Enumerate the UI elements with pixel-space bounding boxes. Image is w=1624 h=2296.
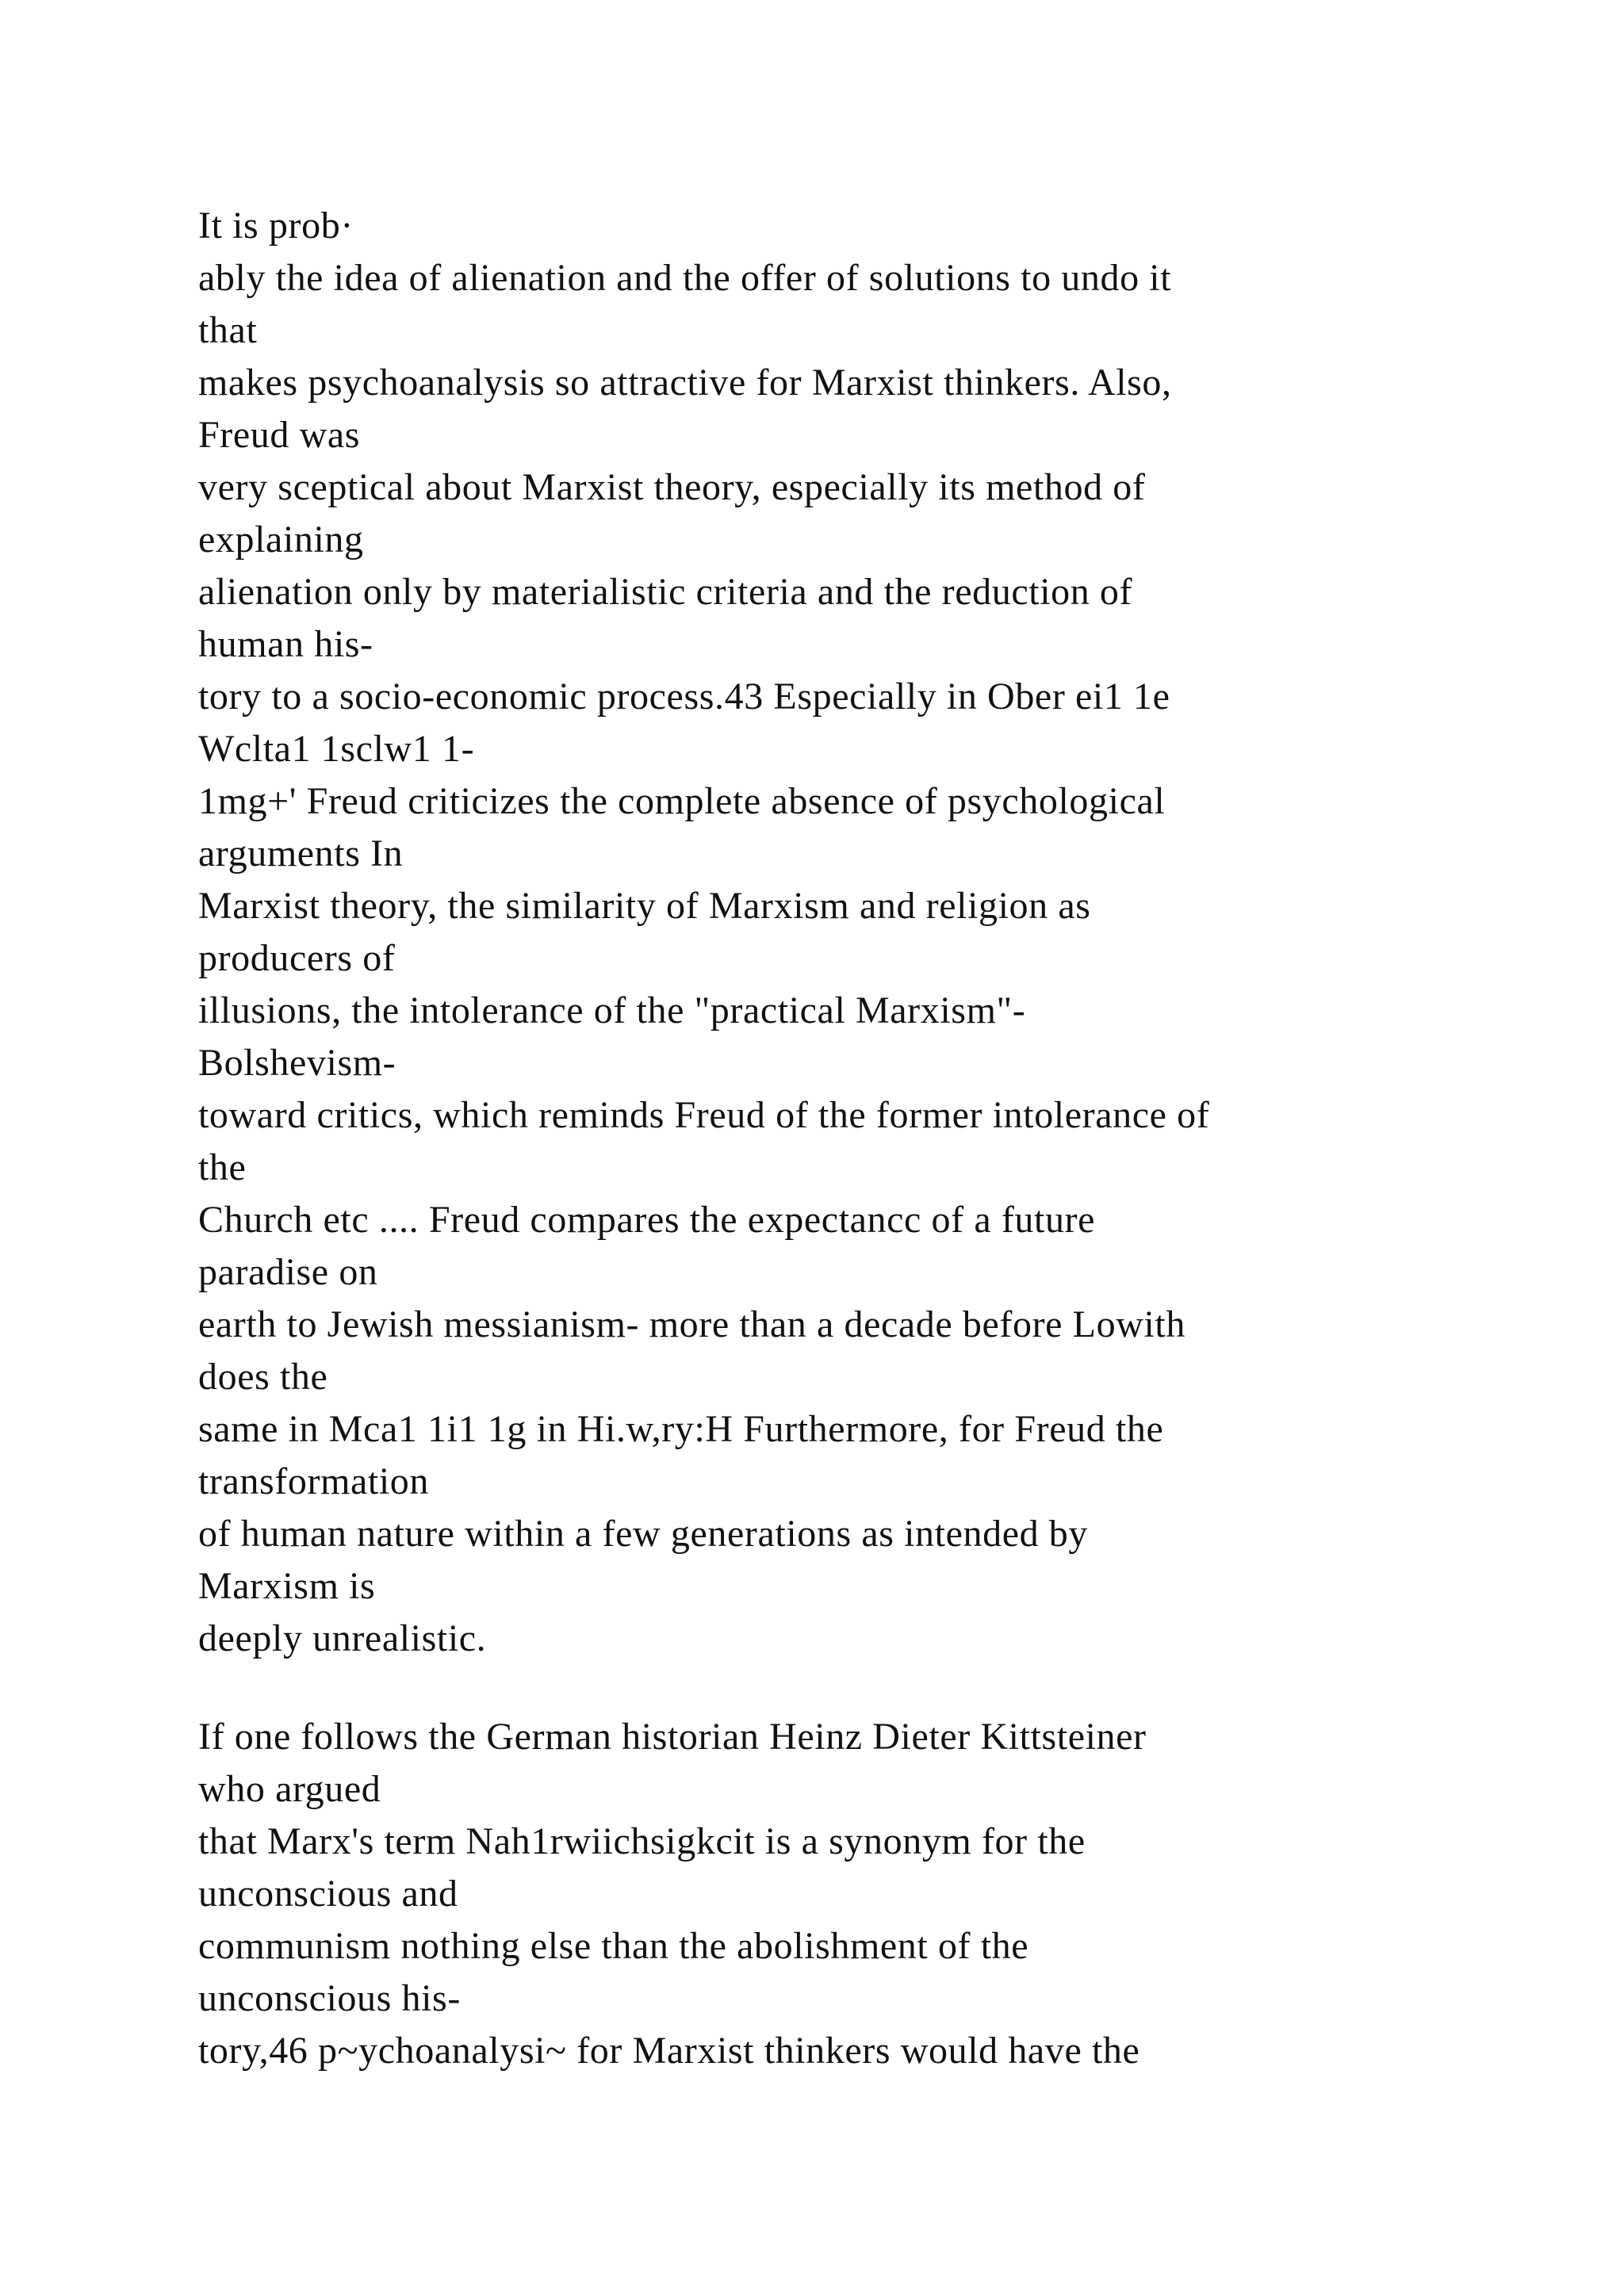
text-line: unconscious his- (198, 1977, 461, 2019)
text-line: who argued (198, 1768, 381, 1810)
text-line: communism nothing else than the abolishment of the (198, 1925, 1029, 1967)
paragraph-2 (198, 1711, 1546, 2077)
text-line: Freud was (198, 414, 361, 456)
text-line: Bolshevism- (198, 1042, 396, 1084)
text-line: makes psychoanalysis so attractive for Marxist thinkers. Also, (198, 362, 1172, 404)
text-line: of human nature within a few generations as intended by (198, 1513, 1088, 1555)
text-line: very sceptical about Marxist theory, especially its method of (198, 466, 1146, 508)
text-line: arguments In (198, 832, 404, 874)
text-line: that Marx's term Nah1rwiichsigkcit is a synonym for the (198, 1820, 1086, 1862)
text-line: Wclta1 1sclw1 1- (198, 728, 475, 770)
text-line: Marxism is (198, 1565, 376, 1607)
text-line: illusions, the intolerance of the "practical Marxism"- (198, 989, 1026, 1031)
text-line: Church etc .... Freud compares the expectancc of a future (198, 1199, 1096, 1241)
text-line: 1mg+' Freud criticizes the complete absence of psychological (198, 780, 1166, 822)
text-line: unconscious and (198, 1873, 458, 1915)
paragraph-1 (198, 200, 1546, 1665)
text-line: tory to a socio-economic process.43 Especially in Ober ei1 1e (198, 675, 1170, 718)
text-line: the (198, 1146, 247, 1188)
text-line: ably the idea of alienation and the offer of solutions to undo it (198, 257, 1172, 299)
text-line: It is prob· (198, 205, 354, 247)
text-line: that (198, 309, 258, 351)
text-line: tory,46 p~ychoanalysi~ for Marxist thinkers would have the (198, 2030, 1140, 2072)
text-line: alienation only by materialistic criteria and the reduction of (198, 571, 1133, 613)
text-line: human his- (198, 623, 373, 665)
text-line: explaining (198, 519, 364, 561)
text-line: toward critics, which reminds Freud of the former intolerance of (198, 1094, 1210, 1136)
text-line: Marxist theory, the similarity of Marxism and religion as (198, 885, 1091, 927)
text-line: same in Mca1 1i1 1g in Hi.w,ry:H Furthermore, for Freud the (198, 1408, 1164, 1450)
text-line: earth to Jewish messianism- more than a decade before Lowith (198, 1303, 1185, 1345)
text-line: transformation (198, 1460, 429, 1502)
text-line: does the (198, 1356, 328, 1398)
text-line: If one follows the German historian Heinz Dieter Kittsteiner (198, 1716, 1147, 1758)
text-line: producers of (198, 937, 396, 979)
text-line: deeply unrealistic. (198, 1617, 487, 1659)
text-line: paradise on (198, 1251, 378, 1293)
